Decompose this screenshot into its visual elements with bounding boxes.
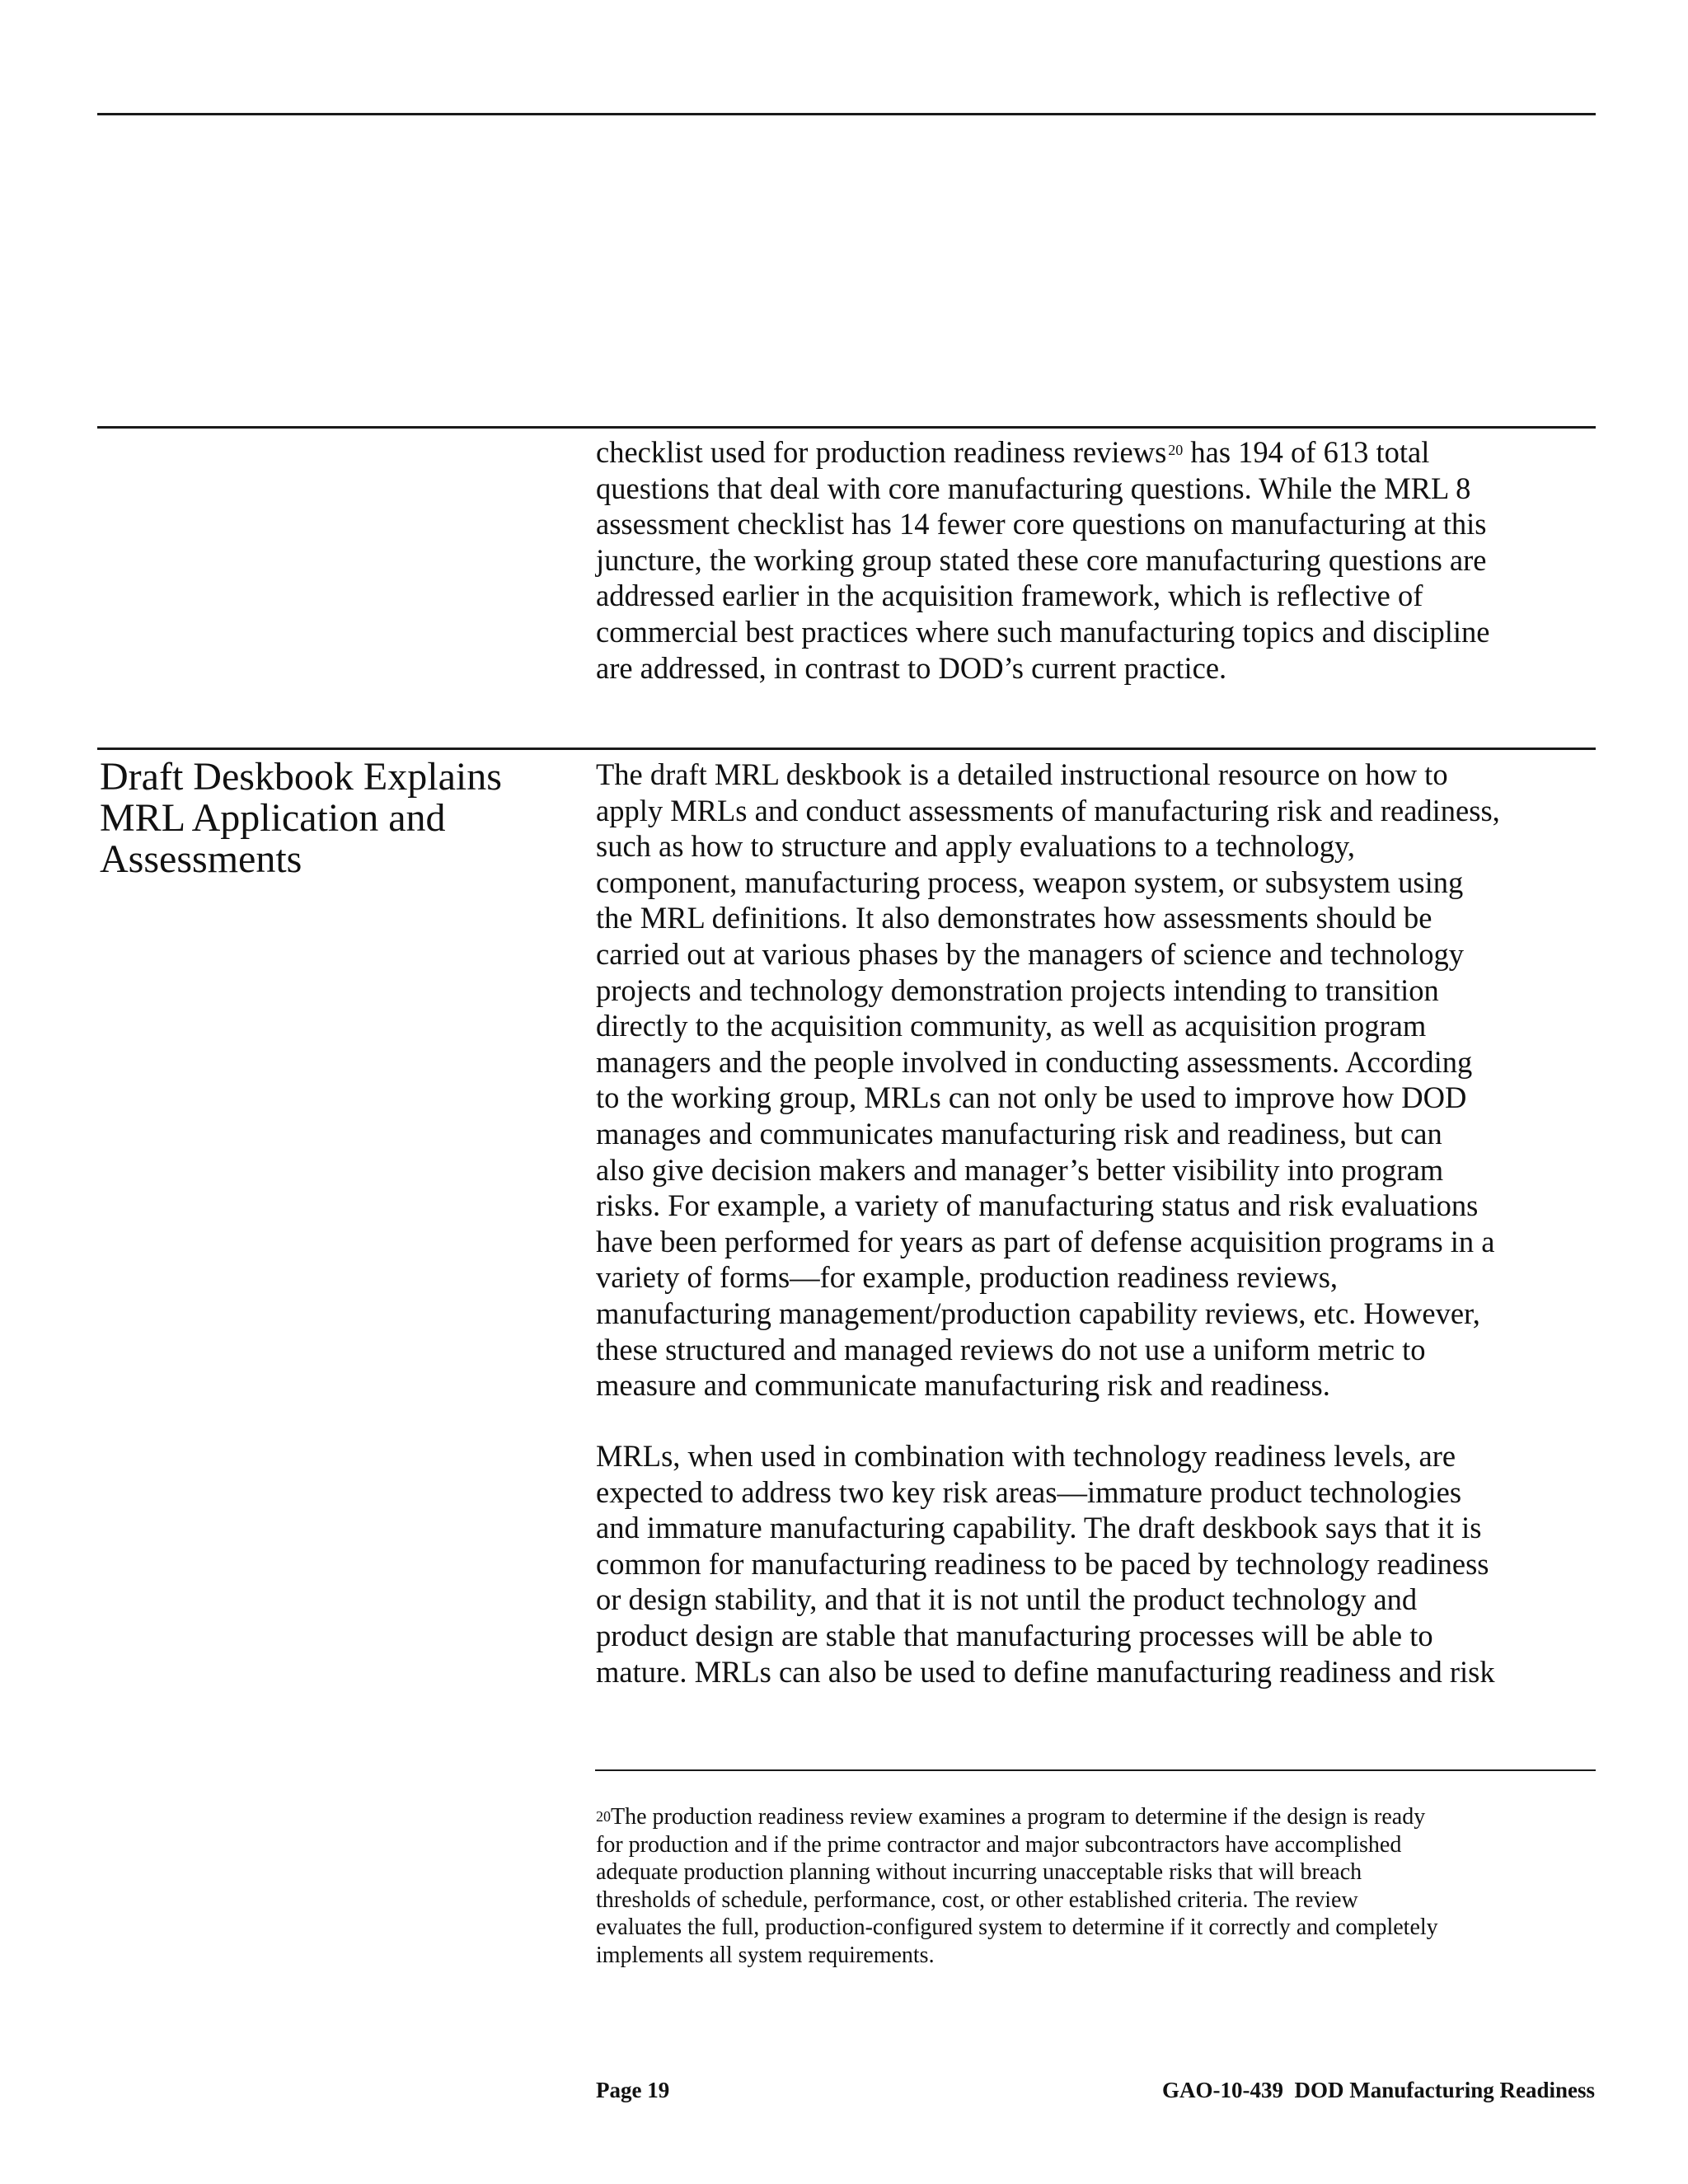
footnote-line: adequate production planning without incurring unacceptable risks that will breach xyxy=(596,1859,1362,1886)
footnote-line: for production and if the prime contractor and major subcontractors have accomplished xyxy=(596,1831,1402,1858)
paragraph-line: assessment checklist has 14 fewer core questions on manufacturing at this xyxy=(596,507,1487,541)
paragraph-line: The draft MRL deskbook is a detailed instructional resource on how to xyxy=(596,757,1448,791)
paragraph-line: or design stability, and that it is not until the product technology and xyxy=(596,1582,1418,1617)
main-paragraph-1 xyxy=(596,757,1593,1404)
paragraph-line: component, manufacturing process, weapon system, or subsystem using xyxy=(596,865,1464,899)
paragraph-line: risks. For example, a variety of manufacturing status and risk evaluations xyxy=(596,1188,1479,1223)
paragraph-line: projects and technology demonstration projects intending to transition xyxy=(596,972,1439,1007)
paragraph-line: questions that deal with core manufacturing questions. While the MRL 8 xyxy=(596,471,1471,505)
header-rule xyxy=(97,113,1596,115)
paragraph-line: product design are stable that manufacturing processes will be able to xyxy=(596,1618,1433,1652)
paragraph-line: and immature manufacturing capability. The draft deskbook says that it is xyxy=(596,1511,1482,1545)
main-paragraph-2 xyxy=(596,1438,1593,1690)
heading-line: MRL Application and xyxy=(100,796,446,840)
paragraph-line: expected to address two key risk areas—immature product technologies xyxy=(596,1474,1462,1509)
section-top-rule xyxy=(97,426,1596,429)
paragraph-line: apply MRLs and conduct assessments of manufacturing risk and readiness, xyxy=(596,793,1500,827)
paragraph-line: the MRL definitions. It also demonstrates how assessments should be xyxy=(596,901,1432,935)
paragraph-line: such as how to structure and apply evaluations to a technology, xyxy=(596,829,1356,864)
paragraph-line: common for manufacturing readiness to be paced by technology readiness xyxy=(596,1546,1489,1581)
paragraph-line: MRLs, when used in combination with technology readiness levels, are xyxy=(596,1439,1456,1473)
heading-line: Draft Deskbook Explains xyxy=(100,755,502,799)
footnote-line: $^{20}$The production readiness review examines a program to determine if the design is ready xyxy=(596,1804,1426,1830)
paragraph-line: to the working group, MRLs can not only be used to improve how DOD xyxy=(596,1080,1467,1115)
paragraph-line: juncture, the working group stated these core manufacturing questions are xyxy=(596,542,1487,577)
paragraph-line: directly to the acquisition community, as well as acquisition program xyxy=(596,1009,1427,1043)
paragraph-line: commercial best practices where such manufacturing topics and discipline xyxy=(596,614,1490,649)
paragraph-line: manufacturing management/production capability reviews, etc. However, xyxy=(596,1296,1480,1330)
section-heading xyxy=(100,757,561,880)
continued-paragraph xyxy=(596,434,1593,686)
report-title: GAO-10-439 DOD Manufacturing Readiness xyxy=(1162,2078,1595,2102)
paragraph-line: measure and communicate manufacturing risk and readiness. xyxy=(596,1368,1330,1403)
paragraph-line: these structured and managed reviews do not use a uniform metric to xyxy=(596,1332,1426,1366)
paragraph-line: also give decision makers and manager’s better visibility into program xyxy=(596,1152,1444,1187)
footnote-rule xyxy=(595,1769,1596,1771)
section-divider-rule xyxy=(97,748,1596,750)
page-number: Page 19 xyxy=(596,2078,670,2102)
footnote-line: thresholds of schedule, performance, cost, or other established criteria. The review xyxy=(596,1886,1358,1913)
paragraph-line: manages and communicates manufacturing risk and readiness, but can xyxy=(596,1116,1442,1151)
footnote-number: 20 xyxy=(596,1808,611,1825)
paragraph-line: checklist used for production readiness reviews $^{20}$ has 194 of 613 total xyxy=(596,435,1430,469)
footnote-line: implements all system requirements. xyxy=(596,1942,935,1968)
footnote-reference[interactable]: 20 xyxy=(1168,442,1184,458)
footnote-line: evaluates the full, production-configured system to determine if it correctly and completely xyxy=(596,1915,1438,1941)
footnote xyxy=(596,1803,1593,1970)
paragraph-line: variety of forms—for example, production readiness reviews, xyxy=(596,1260,1339,1295)
paragraph-line: have been performed for years as part of defense acquisition programs in a xyxy=(596,1224,1495,1258)
paragraph-line: mature. MRLs can also be used to define manufacturing readiness and risk xyxy=(596,1654,1495,1689)
heading-line: Assessments xyxy=(100,837,302,881)
paragraph-line: are addressed, in contrast to DOD’s current practice. xyxy=(596,650,1227,685)
paragraph-line: addressed earlier in the acquisition framework, which is reflective of xyxy=(596,579,1423,613)
paragraph-line: carried out at various phases by the managers of science and technology xyxy=(596,936,1465,971)
paragraph-line: managers and the people involved in conducting assessments. According xyxy=(596,1044,1473,1079)
